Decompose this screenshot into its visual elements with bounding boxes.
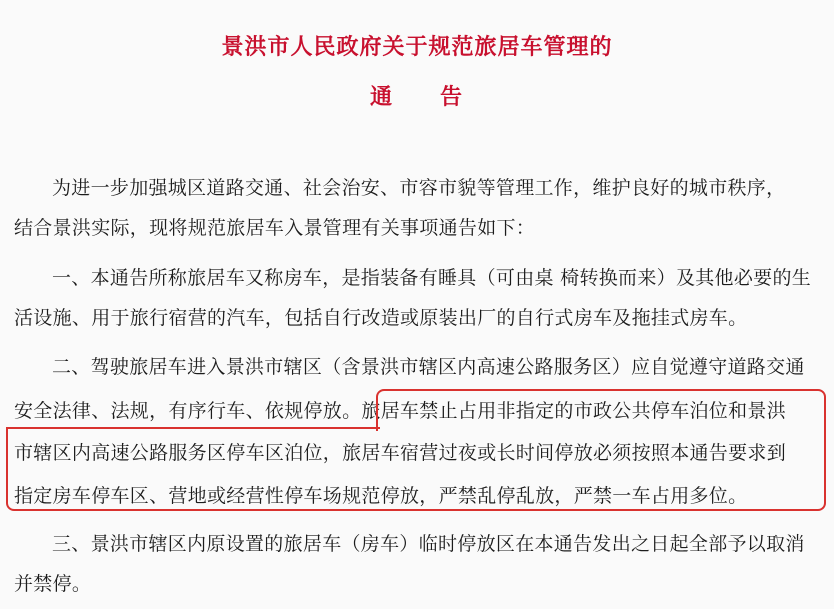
clause2-line-2-part-a: 安全法律、法规，有序行车、依规停放。 — [14, 400, 362, 422]
clause2-line-2 — [14, 399, 824, 423]
clause2-line-3: 市辖区内高速公路服务区停车区泊位，旅居车宿营过夜或长时间停放必须按照本通告要求到 — [14, 442, 787, 464]
clause3-line-2: 并禁停。 — [14, 573, 92, 595]
intro-line-2: 结合景洪实际，现将规范旅居车入景管理有关事项通告如下： — [14, 217, 536, 239]
clause2-line-2-part-b: 旅居车禁止占用非指定的市政公共停车泊位和景洪 — [361, 400, 787, 422]
notice-title-line2 — [0, 80, 834, 111]
highlight-box-left-top — [6, 427, 380, 429]
clause1-line-2: 活设施、用于旅行宿营的汽车，包括自行改造或原装出厂的自行式房车及拖挂式房车。 — [14, 307, 748, 329]
title-char-tong: 通 — [369, 85, 394, 110]
title-char-gao: 告 — [440, 85, 465, 110]
notice-title-line1: 景洪市人民政府关于规范旅居车管理的 — [221, 35, 613, 60]
clause2-line-1: 二、驾驶旅居车进入景洪市辖区（含景洪市辖区内高速公路服务区）应自觉遵守道路交通 — [52, 356, 805, 378]
intro-line-1: 为进一步加强城区道路交通、社会治安、市容市貌等管理工作，维护良好的城市秩序， — [52, 177, 786, 199]
clause1-line-1: 一、本通告所称旅居车又称房车，是指装备有睡具（可由桌 椅转换而来）及其他必要的生 — [52, 267, 812, 289]
clause2-line-4: 指定房车停车区、营地或经营性停车场规范停放，严禁乱停乱放，严禁一车占用多位。 — [14, 485, 748, 507]
clause3-line-1: 三、景洪市辖区内原设置的旅居车（房车）临时停放区在本通告发出之日起全部予以取消 — [52, 533, 805, 555]
